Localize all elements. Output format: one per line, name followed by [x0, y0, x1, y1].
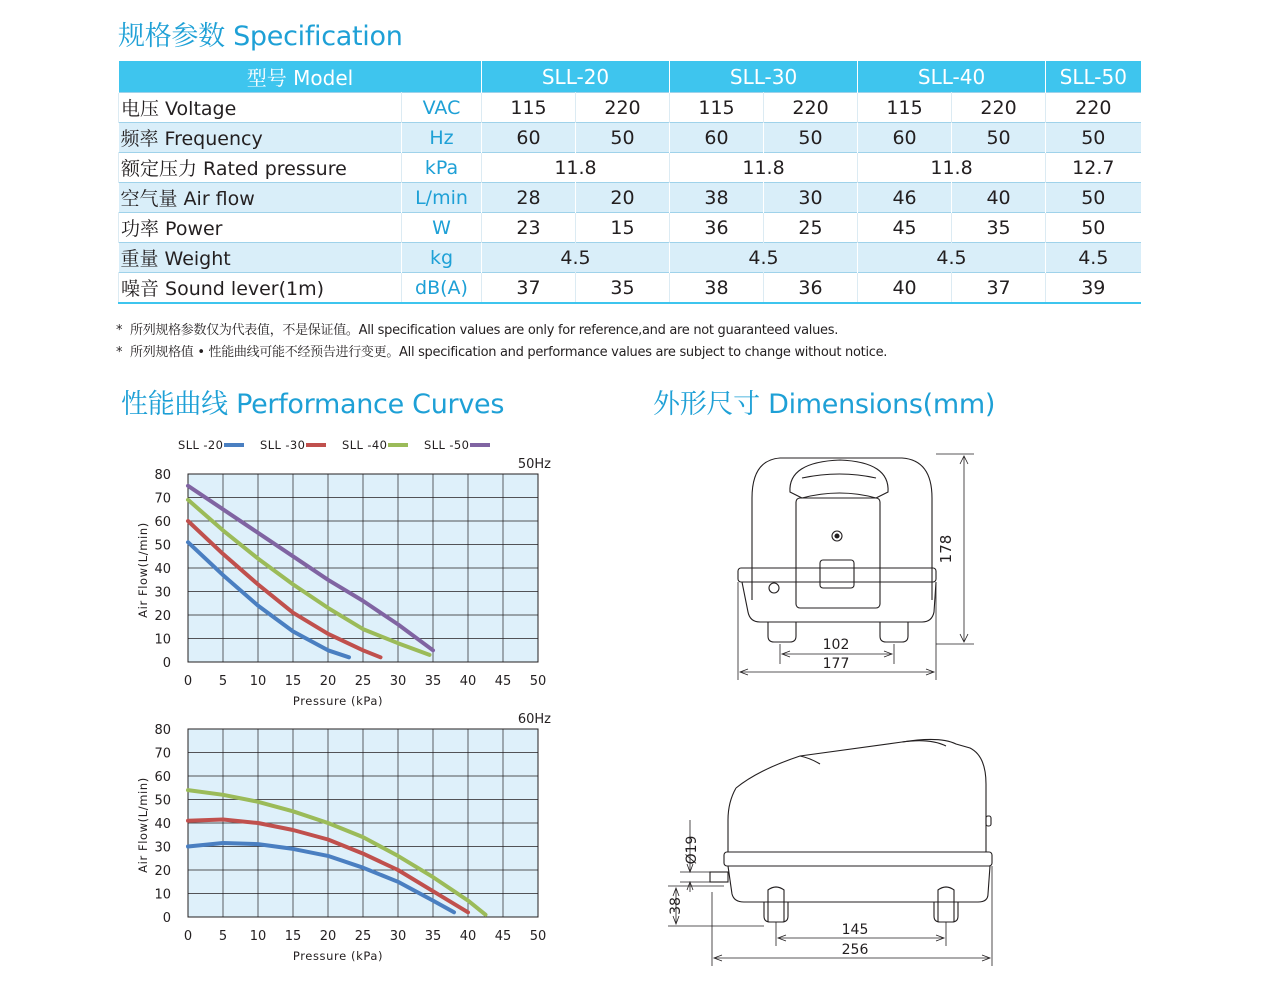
value-cell: 220: [952, 93, 1046, 123]
value-cell: 50: [952, 123, 1046, 153]
value-cell: 35: [952, 213, 1046, 243]
y-tick-label: 30: [154, 840, 171, 856]
unit-cell: L/min: [402, 183, 482, 213]
y-tick-label: 60: [154, 770, 171, 785]
y-tick-label: 50: [154, 793, 171, 809]
value-cell: 4.5: [670, 243, 858, 273]
value-cell: 20: [576, 183, 670, 213]
x-tick-label: 20: [319, 929, 337, 944]
x-tick-label: 25: [354, 674, 372, 689]
chart-frequency-label: 60Hz: [517, 712, 551, 727]
port-height-label: 38: [668, 897, 684, 915]
spec-row: [119, 273, 1141, 304]
spec-row: [119, 213, 1141, 243]
value-cell: 50: [764, 123, 858, 153]
value-cell: 37: [952, 273, 1046, 304]
row-label: 电压 Voltage: [119, 93, 402, 123]
value-cell: 220: [576, 93, 670, 123]
spec-row: [119, 243, 1141, 273]
port-diameter-label: Ø19: [684, 835, 700, 865]
x-tick-label: 0: [183, 674, 193, 689]
x-axis-label: Pressure (kPa): [292, 694, 384, 708]
x-tick-label: 35: [424, 929, 442, 944]
value-cell: 220: [764, 93, 858, 123]
value-cell: 40: [952, 183, 1046, 213]
note-text: 所列规格值 • 性能曲线可能不经预告进行变更。All specification and performance values are subject to change without notice.: [130, 345, 888, 360]
x-axis-label: Pressure (kPa): [292, 949, 384, 963]
model-cell: SLL-30: [670, 61, 858, 93]
y-tick-label: 0: [162, 656, 171, 671]
y-tick-label: 70: [154, 491, 171, 507]
value-cell: 115: [670, 93, 764, 123]
value-cell: 45: [858, 213, 952, 243]
value-cell: 50: [576, 123, 670, 153]
value-cell: 4.5: [858, 243, 1046, 273]
value-cell: 4.5: [1046, 243, 1141, 273]
y-tick-label: 70: [154, 746, 171, 762]
legend-label: SLL -40: [342, 438, 388, 452]
value-cell: 115: [482, 93, 576, 123]
y-tick-label: 50: [154, 538, 171, 554]
value-cell: 50: [1046, 123, 1141, 153]
y-tick-label: 10: [154, 632, 171, 648]
note-text: 所列规格参数仅为代表值，不是保证值。All specification values are only for reference,and are not guaranteed values.: [130, 323, 839, 338]
value-cell: 11.8: [670, 153, 858, 183]
value-cell: 38: [670, 273, 764, 304]
side-view-dimensions: [668, 820, 992, 966]
x-tick-label: 35: [424, 674, 442, 689]
model-cell: SLL-20: [482, 61, 670, 93]
y-tick-label: 30: [154, 585, 171, 601]
x-tick-label: 5: [218, 674, 228, 689]
unit-cell: dB(A): [402, 273, 482, 304]
row-label: 空气量 Air flow: [119, 183, 402, 213]
value-cell: 46: [858, 183, 952, 213]
value-cell: 40: [858, 273, 952, 304]
value-cell: 39: [1046, 273, 1141, 304]
value-cell: 30: [764, 183, 858, 213]
side-view-drawing: [710, 739, 992, 922]
y-tick-label: 10: [154, 887, 171, 903]
spec-row: [119, 183, 1141, 213]
value-cell: 60: [482, 123, 576, 153]
legend-label: SLL -50: [424, 438, 470, 452]
value-cell: 37: [482, 273, 576, 304]
performance-chart-60hz: [120, 712, 560, 982]
y-tick-label: 80: [154, 723, 171, 738]
dimensions-title: 外形尺寸 Dimensions(mm): [653, 389, 996, 420]
value-cell: 36: [764, 273, 858, 304]
value-cell: 36: [670, 213, 764, 243]
spec-row: [119, 153, 1141, 183]
spec-title: 规格参数 Specification: [118, 21, 403, 52]
value-cell: 25: [764, 213, 858, 243]
front-outer-width-label: 177: [822, 656, 850, 672]
note-line: [116, 341, 887, 360]
value-cell: 11.8: [858, 153, 1046, 183]
value-cell: 11.8: [482, 153, 670, 183]
front-view-drawing: [738, 458, 936, 642]
spec-table: [118, 61, 1141, 304]
model-cell: SLL-50: [1046, 61, 1141, 93]
value-cell: 115: [858, 93, 952, 123]
x-tick-label: 45: [494, 929, 512, 944]
legend-label: SLL -30: [260, 438, 306, 452]
y-tick-label: 60: [154, 515, 171, 530]
y-tick-label: 0: [162, 911, 171, 926]
x-tick-label: 5: [218, 929, 228, 944]
unit-cell: VAC: [402, 93, 482, 123]
front-view-dimensions: [738, 454, 974, 680]
model-header-cell: 型号 Model: [119, 61, 482, 93]
x-tick-label: 25: [354, 929, 372, 944]
front-height-label: 178: [937, 534, 955, 564]
row-label: 噪音 Sound lever(1m): [119, 273, 402, 304]
value-cell: 4.5: [482, 243, 670, 273]
x-tick-label: 45: [494, 674, 512, 689]
x-tick-label: 40: [459, 929, 477, 944]
unit-cell: kPa: [402, 153, 482, 183]
spec-row: [119, 93, 1141, 123]
chart-frequency-label: 50Hz: [517, 457, 551, 472]
y-axis-label: Air Flow(L/min): [136, 522, 150, 618]
y-tick-label: 20: [154, 864, 171, 879]
row-label: 频率 Frequency: [119, 123, 402, 153]
x-tick-label: 50: [529, 929, 547, 944]
x-tick-label: 15: [284, 674, 302, 689]
value-cell: 60: [858, 123, 952, 153]
value-cell: 12.7: [1046, 153, 1141, 183]
note-line: [116, 319, 838, 338]
side-inner-width-label: 145: [841, 922, 869, 938]
row-label: 重量 Weight: [119, 243, 402, 273]
row-label: 额定压力 Rated pressure: [119, 153, 402, 183]
value-cell: 220: [1046, 93, 1141, 123]
note-mark: *: [116, 323, 123, 338]
y-tick-label: 20: [154, 609, 171, 624]
x-tick-label: 30: [389, 929, 407, 944]
x-tick-label: 0: [183, 929, 193, 944]
x-tick-label: 10: [249, 674, 267, 689]
legend-label: SLL -20: [178, 438, 224, 452]
value-cell: 60: [670, 123, 764, 153]
x-tick-label: 30: [389, 674, 407, 689]
front-inner-width-label: 102: [822, 637, 850, 653]
y-axis-label: Air Flow(L/min): [136, 777, 150, 873]
unit-cell: W: [402, 213, 482, 243]
value-cell: 50: [1046, 183, 1141, 213]
model-cell: SLL-40: [858, 61, 1046, 93]
x-tick-label: 10: [249, 929, 267, 944]
performance-title: 性能曲线 Performance Curves: [121, 389, 505, 420]
value-cell: 35: [576, 273, 670, 304]
value-cell: 23: [482, 213, 576, 243]
value-cell: 50: [1046, 213, 1141, 243]
x-tick-label: 15: [284, 929, 302, 944]
y-tick-label: 40: [154, 817, 171, 832]
value-cell: 28: [482, 183, 576, 213]
side-outer-width-label: 256: [841, 942, 869, 958]
value-cell: 38: [670, 183, 764, 213]
value-cell: 15: [576, 213, 670, 243]
y-tick-label: 40: [154, 562, 171, 577]
note-mark: *: [116, 345, 123, 360]
y-tick-label: 80: [154, 468, 171, 483]
performance-chart-50hz: [120, 432, 560, 712]
spec-header-row: [119, 61, 1141, 93]
x-tick-label: 40: [459, 674, 477, 689]
unit-cell: kg: [402, 243, 482, 273]
dimension-drawings: [640, 440, 1020, 980]
x-tick-label: 50: [529, 674, 547, 689]
x-tick-label: 20: [319, 674, 337, 689]
unit-cell: Hz: [402, 123, 482, 153]
row-label: 功率 Power: [119, 213, 402, 243]
spec-row: [119, 123, 1141, 153]
